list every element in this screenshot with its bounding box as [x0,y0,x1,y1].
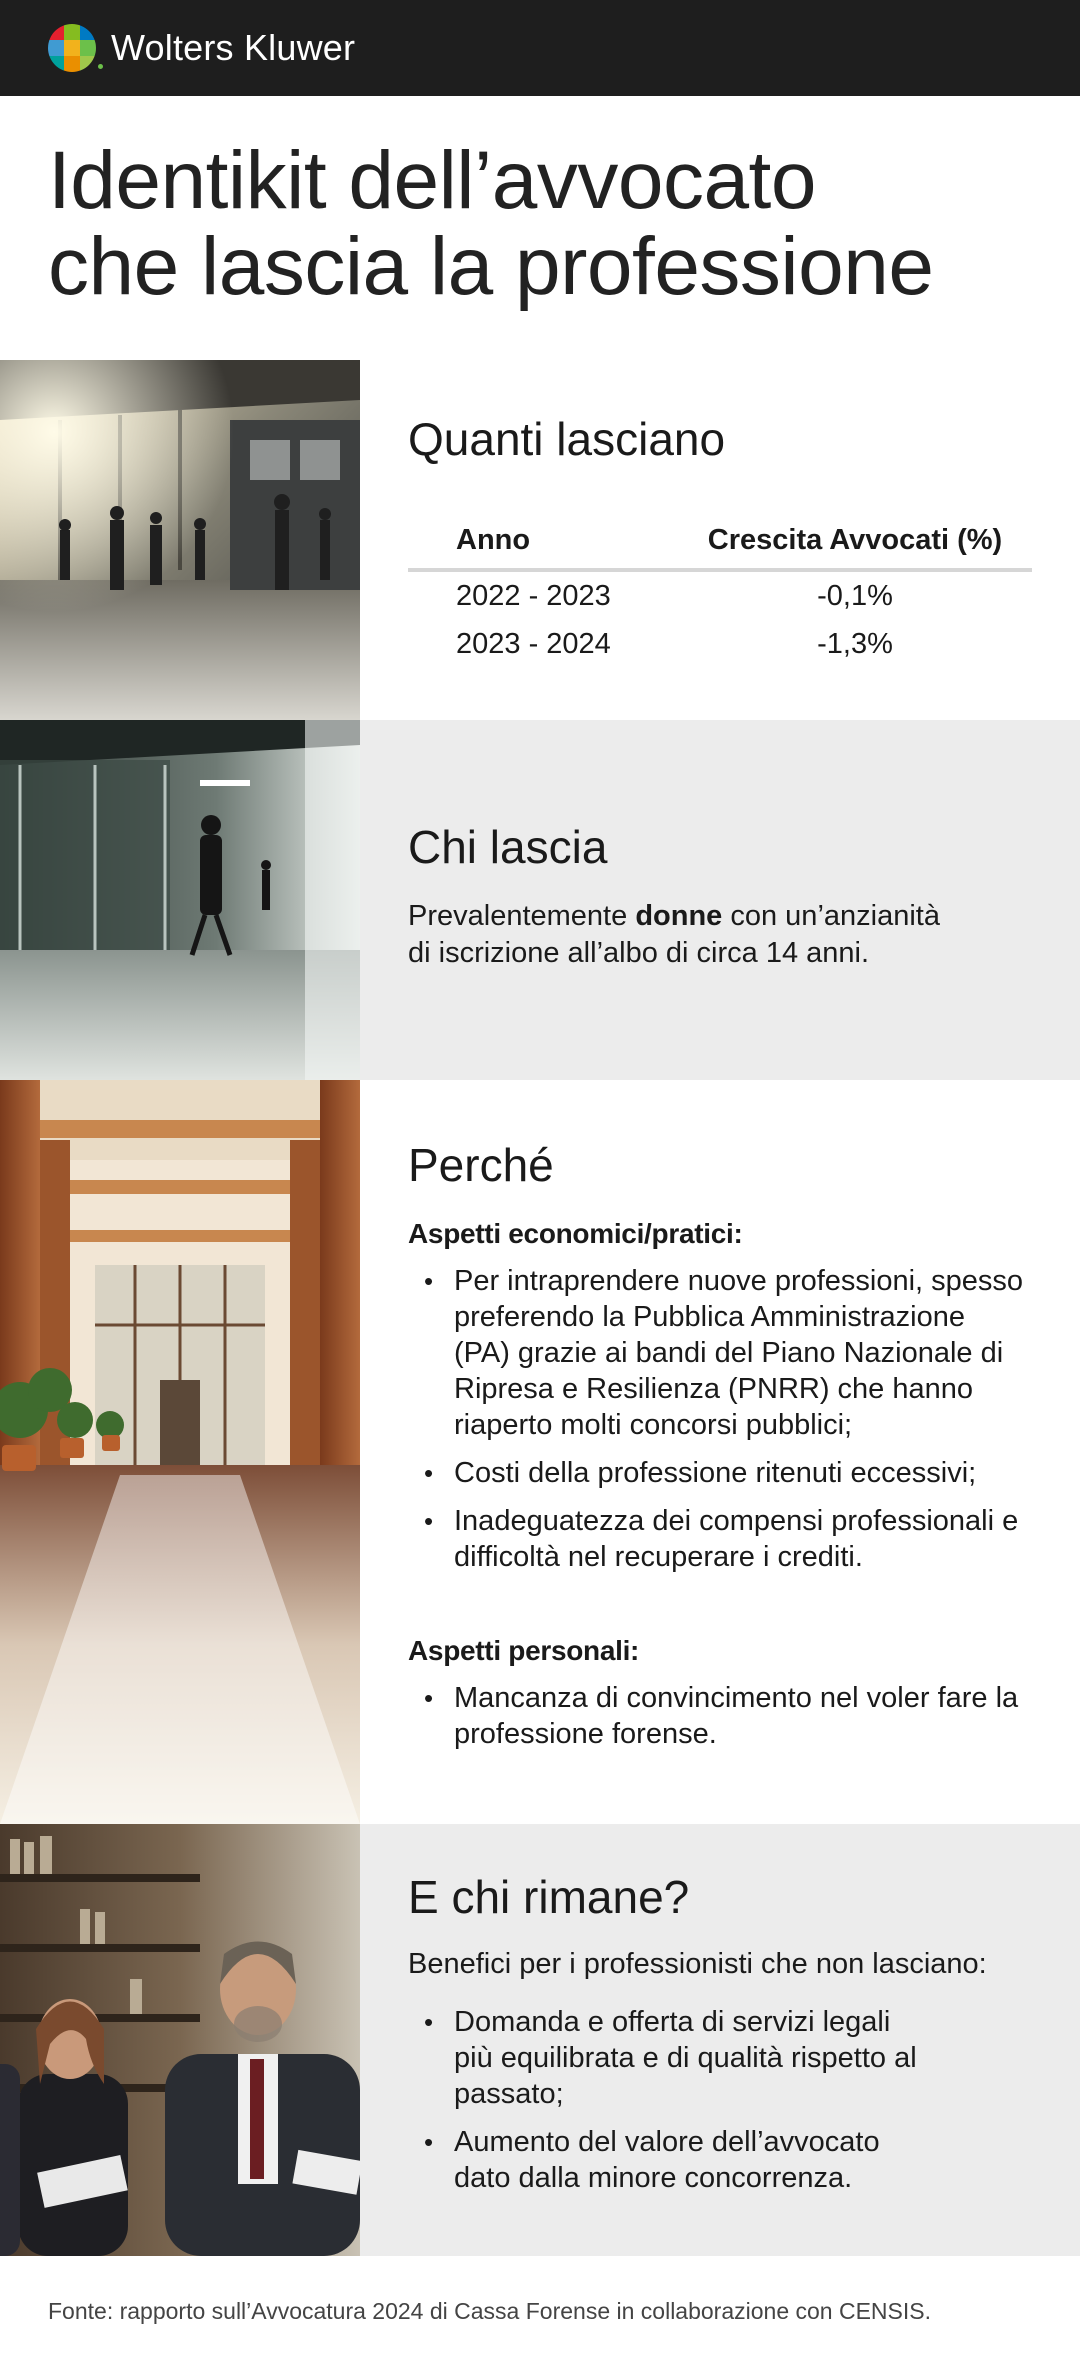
section-chi-rimane [0,1824,1080,2256]
lawyers-meeting-photo [0,1824,360,2256]
logo-dot-icon [98,64,103,69]
table-header [408,512,1032,572]
list-personali [408,1680,1028,1764]
section-chi-lascia [0,720,1080,1080]
chi-text-after: con un’anzianità [722,900,940,932]
list-item: • Domanda e offerta di servizi legali più equilibrata e di qualità rispetto al passato; [408,2004,928,2112]
table-row [408,572,1032,620]
chi-description [408,898,1028,972]
list-item: • Costi della professione ritenuti eccessivi; [408,1455,1028,1491]
rimane-panel [360,1824,1080,2256]
section-title-perche: Perché [408,1139,554,1191]
office-corridor-photo [0,720,360,1080]
brand-logo[interactable] [48,24,355,72]
hall-photo [0,1080,360,1824]
page-title-line-1: Identikit dell’avvocato [48,135,816,226]
list-item: • Mancanza di convincimento nel voler fare la professione forense. [408,1680,1028,1752]
page-title-line-2: che lascia la professione [48,221,934,312]
list-item: • Per intraprendere nuove professioni, spesso preferendo la Pubblica Amministrazione (PA) grazie ai bandi del Piano Nazionale di Ripresa e Resilienza (PNRR) che hanno riaperto molti concorsi pubblici; [408,1263,1028,1443]
cell-anno: 2023 - 2024 [456,627,611,660]
office-lobby-photo [0,360,360,720]
cell-crescita: -1,3% [817,627,893,660]
chi-panel [360,720,1080,1080]
section-title-rimane: E chi rimane? [408,1871,690,1923]
chi-text-bold: donne [635,900,723,932]
column-header-anno: Anno [456,523,531,556]
page-title [48,135,1048,312]
rimane-intro: Benefici per i professionisti che non lasciano: [408,1948,987,1980]
list-item: • Aumento del valore dell’avvocato dato dalla minore concorrenza. [408,2124,928,2196]
list-benefici [408,2004,928,2208]
wolters-kluwer-logo-icon [48,24,96,72]
table-row [408,620,1032,668]
source-footnote: Fonte: rapporto sull’Avvocatura 2024 di Cassa Forense in collaborazione con CENSIS. [48,2298,931,2324]
perche-panel [360,1080,1080,1824]
section-perche [0,1080,1080,1824]
quanti-panel [360,360,1080,720]
brand-name: Wolters Kluwer [111,27,356,68]
chi-text-line2: di iscrizione all’albo di circa 14 anni. [408,937,870,969]
growth-table [408,512,1032,668]
subhead-economici: Aspetti economici/pratici: [408,1218,743,1249]
cell-crescita: -0,1% [817,579,893,612]
header-bar [0,0,1080,96]
column-header-crescita: Crescita Avvocati (%) [707,523,1003,556]
subhead-personali: Aspetti personali: [408,1635,640,1666]
list-item: • Inadeguatezza dei compensi professionali e difficoltà nel recuperare i crediti. [408,1503,1028,1575]
list-economici [408,1263,1028,1587]
chi-text-start: Prevalentemente [408,900,636,932]
section-quanti-lasciano [0,360,1080,720]
cell-anno: 2022 - 2023 [456,579,611,612]
section-title-quanti: Quanti lasciano [408,413,726,465]
section-title-chi: Chi lascia [408,821,608,873]
